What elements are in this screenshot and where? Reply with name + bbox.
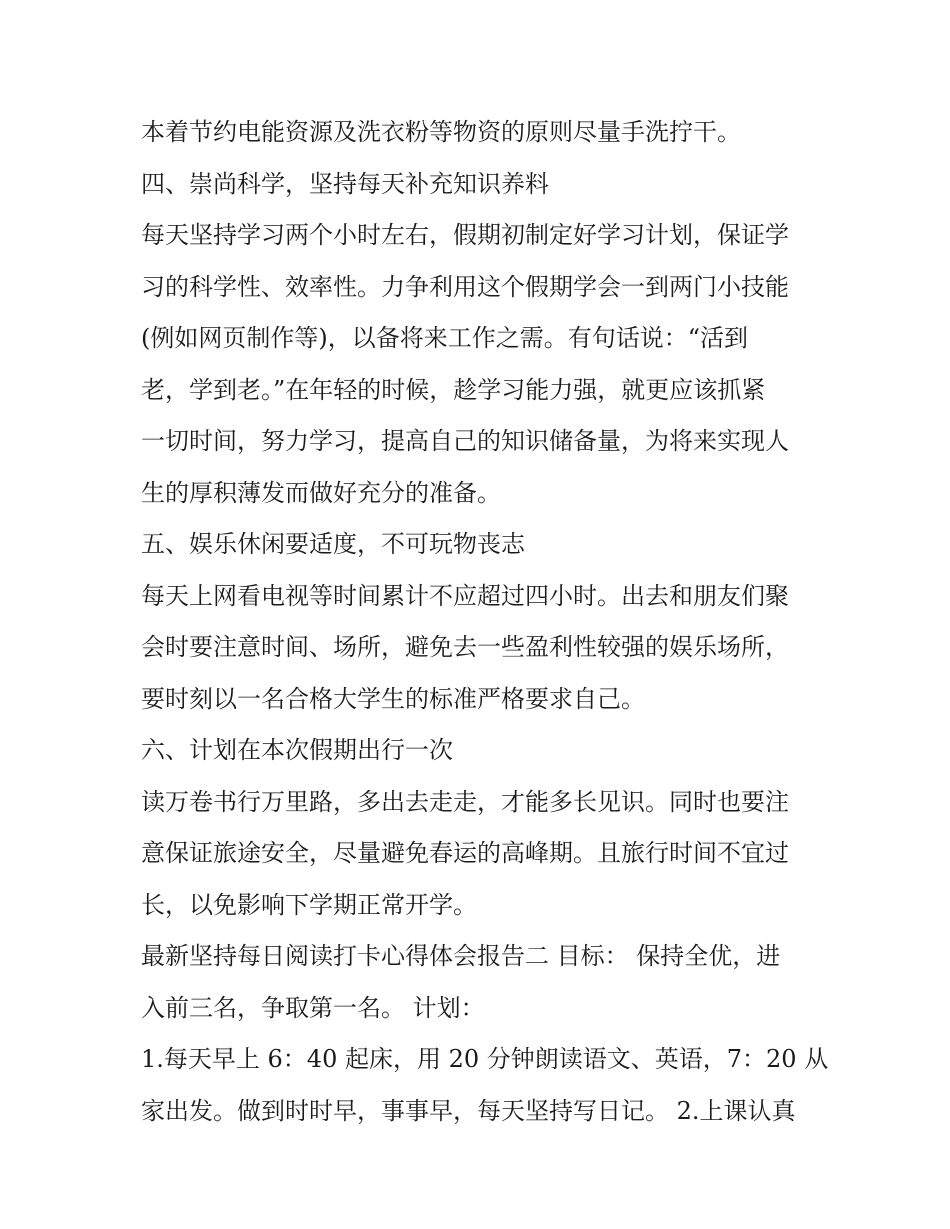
- section-heading: 六、计划在本次假期出行一次: [141, 736, 453, 764]
- section-heading: 五、娱乐休闲要适度，不可玩物丧志: [141, 530, 525, 558]
- section-heading: 四、崇尚科学，坚持每天补充知识养料: [141, 169, 549, 198]
- body-line: 生的厚积薄发而做好充分的准备。: [141, 478, 501, 507]
- body-line: 家出发。做到时时早，事事早，每天坚持写日记。 2.上课认真: [141, 1096, 796, 1125]
- body-line: 读万卷书行万里路，多出去走走，才能多长见识。同时也要注: [141, 787, 789, 816]
- body-line: 要时刻以一名合格大学生的标准严格要求自己。: [141, 684, 645, 713]
- body-line: 会时要注意时间、场所，避免去一些盈利性较强的娱乐场所，: [141, 633, 789, 661]
- body-line: 长，以免影响下学期正常开学。: [141, 890, 477, 919]
- body-line: 一切时间，努力学习，提高自己的知识储备量，为将来实现人: [141, 427, 789, 455]
- body-line: 入前三名，争取第一名。 计划：: [141, 993, 485, 1022]
- body-line: 习的科学性、效率性。力争利用这个假期学会一到两门小技能: [141, 272, 789, 301]
- body-line: 1.每天早上 6：40 起床，用 20 分钟朗读语文、英语，7：20 从: [141, 1045, 829, 1073]
- body-line: 本着节约电能资源及洗衣粉等物资的原则尽量手洗拧干。: [141, 118, 741, 146]
- body-line: (例如网页制作等)，以备将来工作之需。有句话说：“活到: [141, 324, 748, 352]
- body-line: 每天上网看电视等时间累计不应超过四小时。出去和朋友们聚: [141, 581, 789, 610]
- body-line: 意保证旅途安全，尽量避免春运的高峰期。且旅行时间不宜过: [141, 839, 789, 867]
- report-title-line: 最新坚持每日阅读打卡心得体会报告二 目标： 保持全优，进: [141, 942, 781, 970]
- body-line: 老，学到老。”在年轻的时候，趁学习能力强，就更应该抓紧: [141, 375, 766, 404]
- document-body: [141, 107, 829, 1137]
- body-line: 每天坚持学习两个小时左右，假期初制定好学习计划，保证学: [141, 221, 789, 249]
